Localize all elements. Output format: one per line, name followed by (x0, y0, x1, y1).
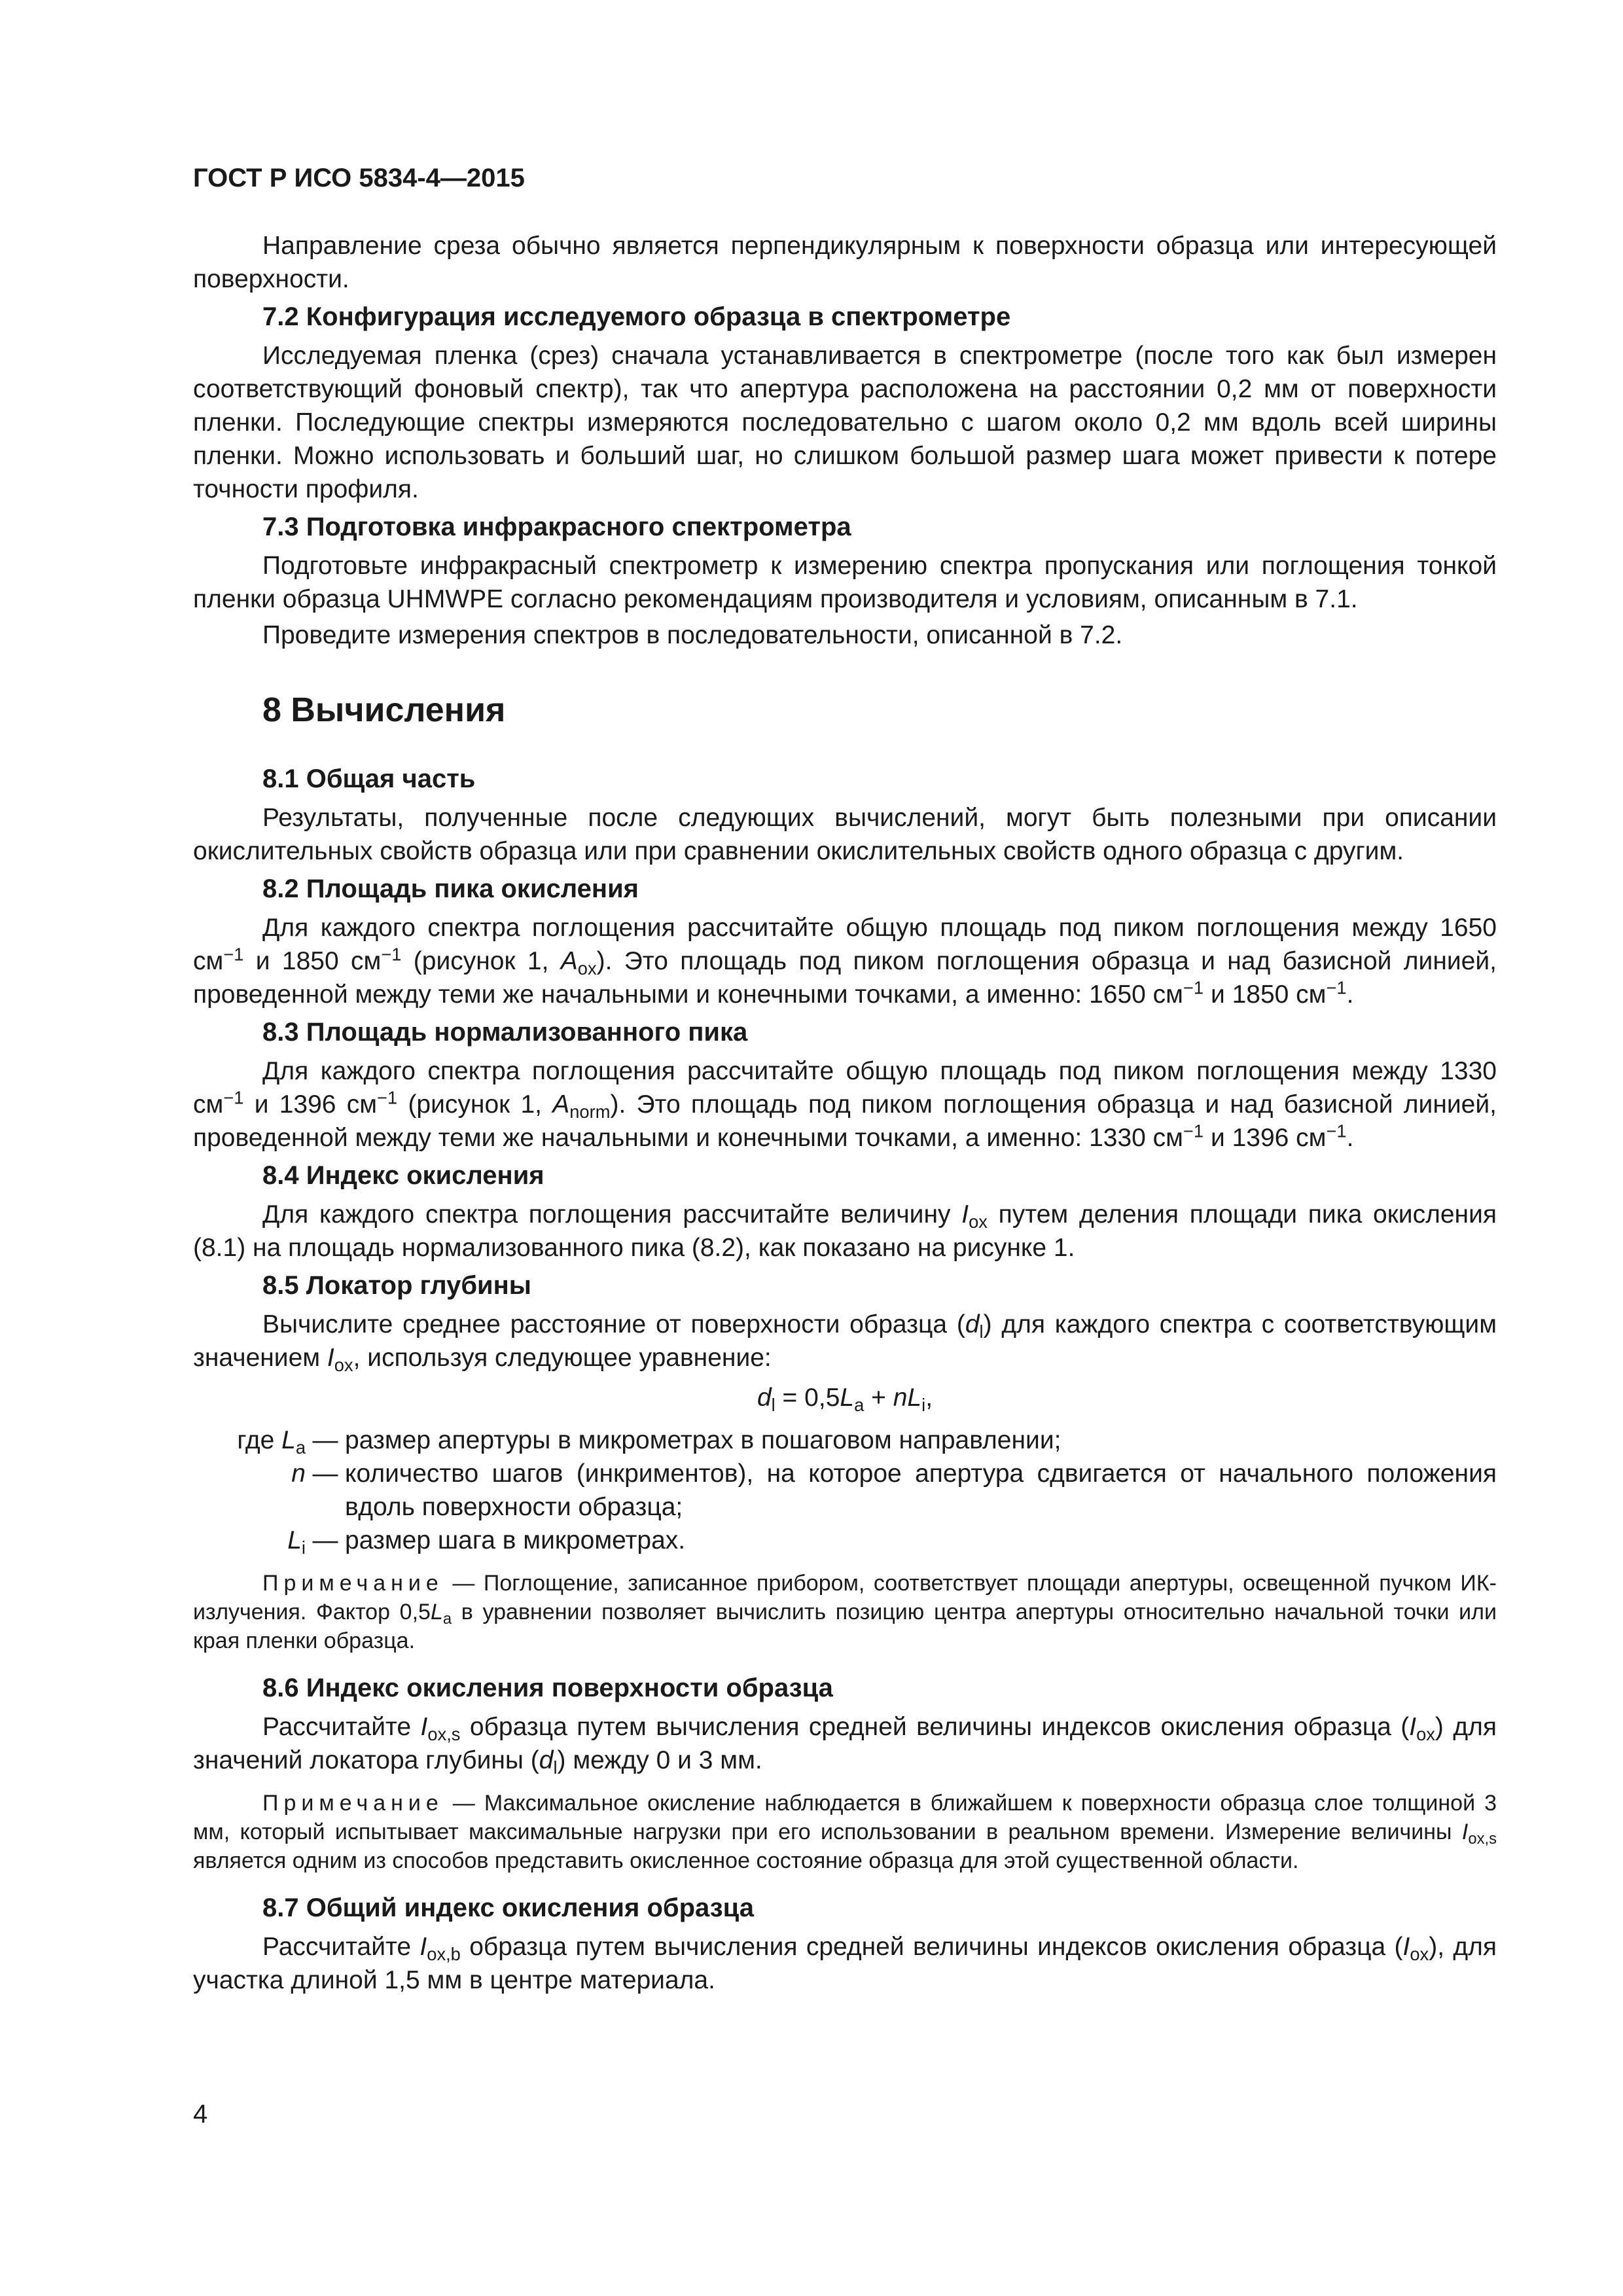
section-7-3-heading: 7.3 Подготовка инфракрасного спектрометра (262, 512, 851, 541)
section-8-7-heading: 8.7 Общий индекс окисления образца (262, 1893, 754, 1922)
formula-legend (193, 1424, 1497, 1557)
document-header: ГОСТ Р ИСО 5834-4—2015 (193, 164, 525, 192)
section-8-6-text: Рассчитайте $I_{ox,s}$ образца путем вычисления средней величины индексов окисления образца $(I_{ox})$ для значений локатора глубины $(d_l)$ между 0 и 3 мм. (193, 1713, 1497, 1778)
section-8-2-heading: 8.2 Площадь пика окисления (262, 874, 639, 903)
legend-row: где $L_a$ — размер апертуры в микрометрах в пошаговом направлении; (237, 1426, 1061, 1458)
section-8-6-heading: 8.6 Индекс окисления поверхности образца (262, 1674, 833, 1702)
legend-row: n — количество шагов (инкриментов), на которое апертура сдвигается от начального положения вдоль поверхности образца; (291, 1460, 1497, 1521)
section-7-2-text: Исследуемая пленка (срез) сначала устанавливается в спектрометре (после того как был измерен соответствующий фоновый спектр), так что апертура расположена на расстоянии 0,2 мм от поверхности пленки. Последующие спектры измеряются последовательно с шагом около 0,2 мм вдоль всей ширины пленки. Можно использовать и больший шаг, но слишком большой размер шага может привести к потере точности профиля. (193, 342, 1497, 503)
depth-formula: $d_l = 0,5L_a + nL_i$, (757, 1384, 933, 1416)
intro-paragraph: Направление среза обычно является перпендикулярным к поверхности образца или интересующей поверхности. (193, 232, 1497, 293)
section-8-3-heading: 8.3 Площадь нормализованного пика (262, 1018, 748, 1047)
note-8-6: Примечание — Максимальное окисление наблюдается в ближайшем к поверхности образца слое толщиной 3 мм, который испытывает максимальные нагрузки при его использовании в реальном времени. Измерение величины $I_{ox,s}$ является одним из способов представить окисленное состояние образца для этой существенной области. (193, 1791, 1497, 1873)
page-number: 4 (193, 2100, 208, 2128)
section-7-3-text-2: Проведите измерения спектров в последовательности, описанной в 7.2. (262, 621, 1123, 649)
section-8-4-text: Для каждого спектра поглощения рассчитайте величину $I_{ox}$ путем деления площади пика окисления (8.1) на площадь нормализованного пика (8.2), как показано на рисунке 1. (193, 1200, 1497, 1262)
section-8-2-text: Для каждого спектра поглощения рассчитайте общую площадь под пиком поглощения между 1650 $см^{-1}$ и 1850 $см^{-1}$ (рисунок 1, $A_{ox}$). Это площадь под пиком поглощения образца и над базисной линией, проведенной между теми же начальными и конечными точками, а именно: 1650 $см^{-1}$ и 1850 $см^{-1}$. (193, 914, 1497, 1009)
section-7-3-text-1: Подготовьте инфракрасный спектрометр к измерению спектра пропускания или поглощения тонкой пленки образца UHMWPE согласно рекомендациям производителя и условиям, описанным в 7.1. (193, 552, 1497, 613)
section-8-7-text: Рассчитайте $I_{ox,b}$ образца путем вычисления средней величины индексов окисления образца $(I_{ox})$, для участка длиной 1,5 мм в центре материала. (193, 1933, 1497, 1994)
note-8-5: Примечание — Поглощение, записанное прибором, соответствует площади апертуры, освещенной пучком ИК-излучения. Фактор $0,5L_a$ в уравнении позволяет вычислить позицию центра апертуры относительно начальной точки или края пленки образца. (193, 1571, 1497, 1653)
section-8-4-heading: 8.4 Индекс окисления (262, 1161, 544, 1190)
section-8-1-heading: 8.1 Общая часть (262, 764, 476, 793)
section-7-2-heading: 7.2 Конфигурация исследуемого образца в спектрометре (262, 302, 1011, 331)
chapter-8-heading: 8 Вычисления (262, 691, 506, 729)
section-8-1-text: Результаты, полученные после следующих вычислений, могут быть полезными при описании окислительных свойств образца или при сравнении окислительных свойств одного образца с другим. (193, 804, 1497, 865)
legend-row: $L_i$ — размер шага в микрометрах. (287, 1526, 686, 1558)
document-body (193, 229, 1497, 2000)
section-8-5-heading: 8.5 Локатор глубины (262, 1271, 531, 1300)
section-8-3-text: Для каждого спектра поглощения рассчитайте общую площадь под пиком поглощения между 1330 $см^{-1}$ и 1396 $см^{-1}$ (рисунок 1, $A_{norm}$). Это площадь под пиком поглощения образца и над базисной линией, проведенной между теми же начальными и конечными точками, а именно: 1330 $см^{-1}$ и 1396 $см^{-1}$. (193, 1057, 1497, 1152)
section-8-5-text: Вычислите среднее расстояние от поверхности образца $(d_l)$ для каждого спектра с соответствующим значением $I_{ox}$, используя следующее уравнение: (193, 1310, 1497, 1376)
